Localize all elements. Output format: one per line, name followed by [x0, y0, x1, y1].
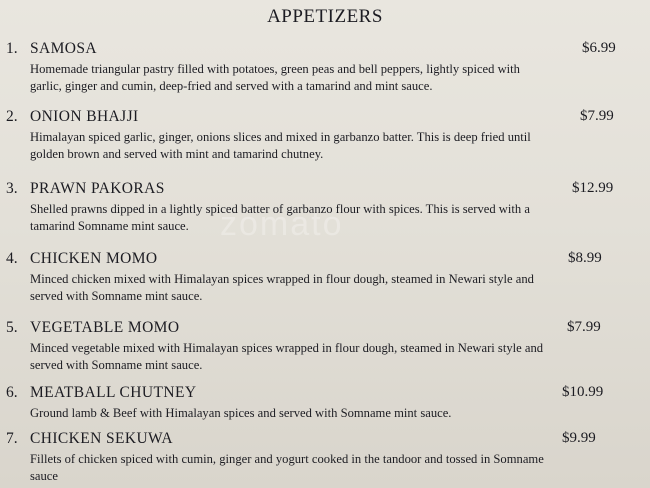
description-line: served with Somname mint sauce. [30, 289, 203, 303]
item-price: $6.99 [582, 40, 616, 56]
item-description [30, 61, 646, 95]
description-line: Homemade triangular pastry filled with potatoes, green peas and bell peppers, lightly spiced with [30, 62, 520, 76]
item-description [30, 201, 646, 235]
menu-item [6, 108, 646, 163]
item-name: CHICKEN SEKUWA [30, 430, 173, 447]
item-number: 3. [6, 180, 18, 197]
item-number: 2. [6, 108, 18, 125]
item-price: $12.99 [572, 180, 614, 196]
item-number: 7. [6, 430, 18, 447]
item-price: $9.99 [562, 430, 596, 446]
item-name: ONION BHAJJI [30, 108, 139, 125]
item-price: $7.99 [580, 108, 614, 124]
item-name: SAMOSA [30, 40, 98, 57]
description-line: tamarind Somname mint sauce. [30, 219, 189, 233]
item-name: PRAWN PAKORAS [30, 180, 165, 197]
menu-item [6, 319, 646, 374]
description-line: garlic, ginger and cumin, deep-fried and served with a tamarind and mint sauce. [30, 79, 433, 93]
description-line: sauce [30, 469, 58, 483]
item-number: 1. [6, 40, 18, 57]
description-line: Fillets of chicken spiced with cumin, ginger and yogurt cooked in the tandoor and tossed in Somname [30, 452, 544, 466]
menu-item [6, 40, 646, 95]
watermark: zomato [220, 205, 344, 243]
description-line: Himalayan spiced garlic, ginger, onions slices and mixed in garbanzo batter. This is deep fried until [30, 130, 531, 144]
item-price: $7.99 [567, 319, 601, 335]
item-number: 4. [6, 250, 18, 267]
description-line: Minced chicken mixed with Himalayan spices wrapped in flour dough, steamed in Newari style and [30, 272, 534, 286]
menu-item [6, 430, 646, 485]
item-description [30, 405, 646, 422]
item-description [30, 129, 646, 163]
item-description [30, 271, 646, 305]
description-line: Shelled prawns dipped in a lightly spiced batter of garbanzo flour with spices. This is served with a [30, 202, 530, 216]
item-description [30, 340, 646, 374]
description-line: served with Somname mint sauce. [30, 358, 203, 372]
item-number: 6. [6, 384, 18, 401]
item-name: VEGETABLE MOMO [30, 319, 180, 336]
description-line: Ground lamb & Beef with Himalayan spices and served with Somname mint sauce. [30, 406, 452, 420]
item-name: CHICKEN MOMO [30, 250, 158, 267]
description-line: Minced vegetable mixed with Himalayan spices wrapped in flour dough, steamed in Newari style and [30, 341, 544, 355]
menu-item [6, 384, 646, 422]
menu-item [6, 250, 646, 305]
menu-item [6, 180, 646, 235]
item-price: $10.99 [562, 384, 604, 400]
section-title: APPETIZERS [267, 6, 383, 27]
description-line: golden brown and served with mint and tamarind chutney. [30, 147, 324, 161]
item-price: $8.99 [568, 250, 602, 266]
item-description [30, 451, 646, 485]
item-number: 5. [6, 319, 18, 336]
item-name: MEATBALL CHUTNEY [30, 384, 197, 401]
